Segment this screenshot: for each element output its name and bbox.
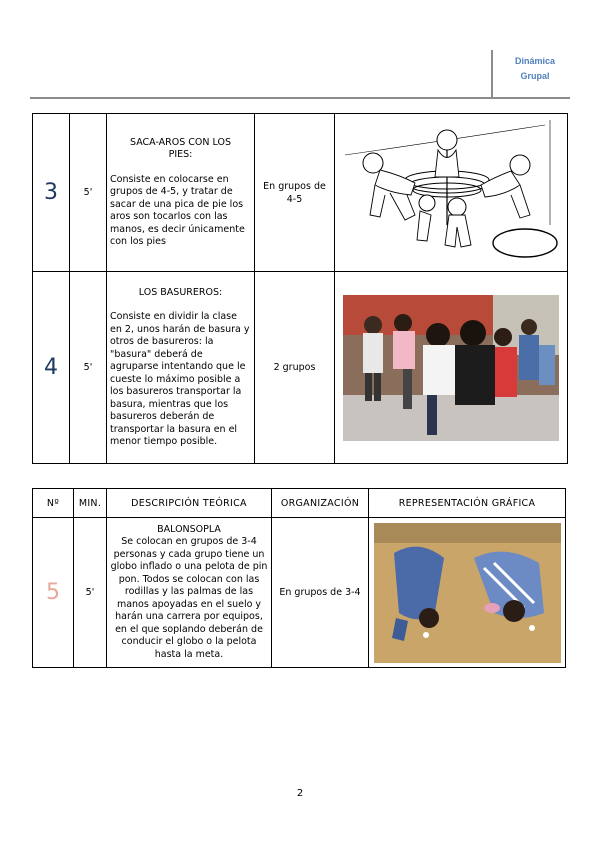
- activity-minutes: 5': [70, 272, 107, 464]
- header-line1: Dinámica: [514, 56, 556, 66]
- activity-minutes: 5': [70, 114, 107, 272]
- table-row: [33, 272, 568, 464]
- activity-graphic-cell: [335, 272, 568, 464]
- header-organization: ORGANIZACIÓN: [272, 489, 369, 518]
- activity-title: SACA-AROS CON LOS PIES:: [129, 136, 231, 160]
- activity-description: Se colocan en grupos de 3-4 personas y cada grupo tiene un globo inflado o una pelota de pin pon. Todos se colocan con las rodillas y las palmas de las manos apoyadas en el suelo y harán una carrera por equipos, en el que soplando deberán de conducir el globo o la pelota hasta la meta.: [110, 536, 268, 660]
- activity-organization: En grupos de 4-5: [255, 114, 335, 272]
- activity-title: LOS BASUREROS:: [138, 286, 223, 298]
- activity-number: 4: [33, 272, 70, 464]
- children-group-photo: [343, 295, 559, 441]
- activity-description: Consiste en dividir la clase en 2, unos harán de basura y otros de basureros: la "basura" deberá de agruparse intentando que le cueste lo máximo posible a los basureros transportar la basura, mientras que los basureros deberán de transportar la basura en el menor tiempo posible.: [110, 311, 250, 447]
- page-number: 2: [296, 788, 304, 799]
- activity-description-cell: [107, 114, 255, 272]
- activity-description-cell: [107, 272, 255, 464]
- table-header-row: [33, 489, 566, 518]
- header-label: [500, 54, 570, 84]
- table-row: [33, 114, 568, 272]
- activity-description: Consiste en colocarse en grupos de 4-5, y tratar de sacar de una pica de pie los aros son tocarlos con las manos, es decir únicamente con los pies: [110, 173, 245, 247]
- activities-table-1: [32, 113, 568, 464]
- header-line2: Grupal: [520, 71, 550, 81]
- header-minutes: MIN.: [74, 489, 107, 518]
- children-blowing-ball-photo: [374, 523, 561, 663]
- activity-organization: 2 grupos: [255, 272, 335, 464]
- header-divider: [491, 50, 493, 99]
- activities-table-2: [32, 488, 566, 668]
- header-description: DESCRIPCIÓN TEÓRICA: [107, 489, 272, 518]
- header-rule: [30, 97, 570, 99]
- activity-number: 5: [33, 518, 74, 668]
- activity-number: 3: [33, 114, 70, 272]
- activity-graphic-cell: [369, 518, 566, 668]
- activity-minutes: 5': [74, 518, 107, 668]
- activity-title: BALONSOPLA: [157, 523, 221, 535]
- activity-description-cell: [107, 518, 272, 668]
- activity-graphic-cell: [335, 114, 568, 272]
- activity-organization: En grupos de 3-4: [272, 518, 369, 668]
- header-number: Nº: [33, 489, 74, 518]
- table-row: [33, 518, 566, 668]
- header-graphic: REPRESENTACIÓN GRÁFICA: [369, 489, 566, 518]
- children-hoops-drawing: [335, 115, 566, 271]
